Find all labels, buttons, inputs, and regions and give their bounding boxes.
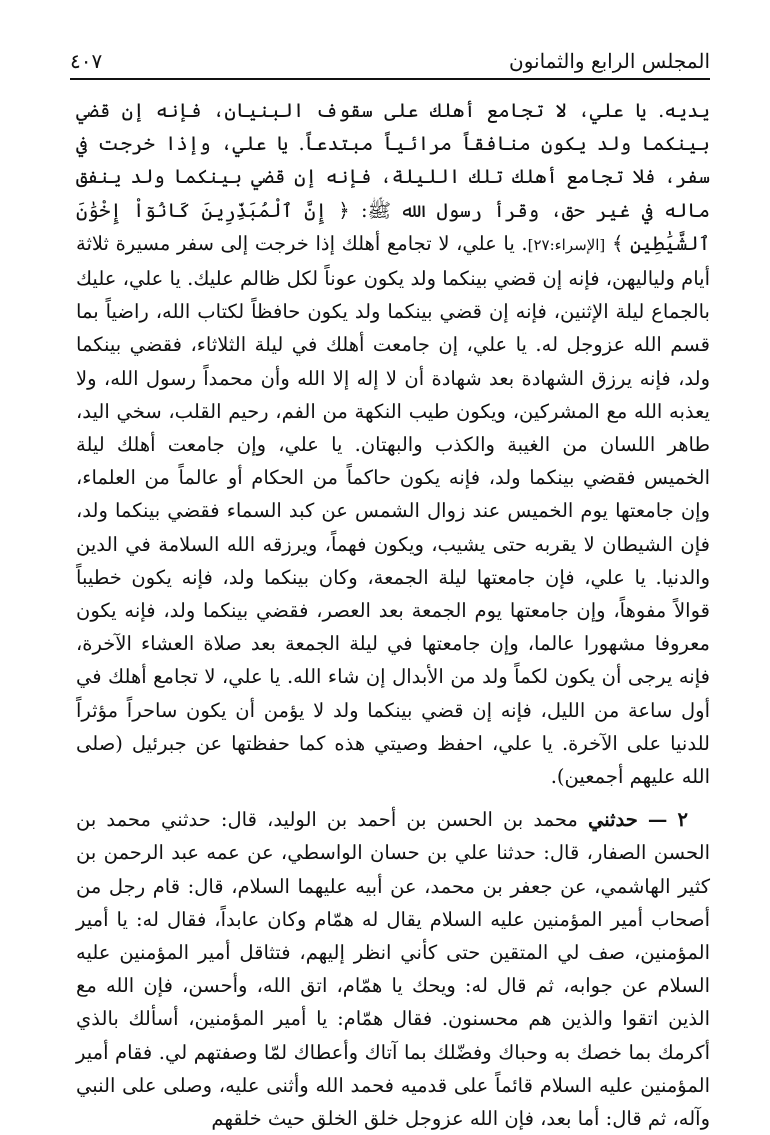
chapter-title: المجلس الرابع والثمانون	[509, 49, 710, 73]
verse-citation: [الإسراء:٢٧]	[527, 235, 606, 254]
paragraph-2: ٢ — حدثني محمد بن الحسن بن أحمد بن الوليد، قال: حدثني محمد بن الحسن الصفار، قال: حدثنا علي بن حسان الواسطي، عن عمه عبد الرحمن بن كثير الهاشمي، عن جعفر بن محمد، عن أبيه عليهما السلام، قال: قام رجل من أصحاب أمير المؤمنين عليه السلام يقال له همّام وكان عابداً، فقال له: يا أمير المؤمنين، صف لي المتقين حتى كأني انظر إليهم، فتثاقل أمير المؤمنين عليه السلام عن جوابه، ثم قال له: ويحك يا همّام، اتق الله، وأحسن، فإن الله مع الذين اتقوا والذين هم محسنون. فقال همّام: يا أمير المؤمنين، أسألك بالذي أكرمك بما خصك به وحباك وفضّلك بما آتاك وأعطاك لمّا وصفتهم لي. فقام أمير المؤمنين عليه السلام قائماً على قدميه فحمد الله وأثنى عليه، وصلى على النبي وآله، ثم قال: أما بعد، فإن الله عزوجل خلق الخلق حيث خلقهم	[76, 808, 710, 1131]
running-header	[70, 44, 710, 80]
page-body	[76, 94, 710, 1135]
paragraph-1-text-a: يديه. يا علي، لا تجامع أهلك على سقوف البنيان، فإنه إن قضي بينكما ولد يكون منافقاً مرائياً مبتدعاً. يا علي، وإذا خرجت في سفر، فلا تجامع أهلك تلك الليلة، فإنه إن قضي بينكما ولد ينفق ماله في غير حق، وقرأ رسول الله ﷺ:	[76, 99, 711, 222]
page-number: ٤٠٧	[70, 49, 103, 73]
hadith-number: ٢	[677, 808, 688, 832]
quran-verse: ﴿ إِنَّ ٱلْمُبَذِّرِينَ كَانُوٓاْ إِخْوَٰنَ ٱلشَّيَٰطِينِ ﴾	[76, 198, 710, 255]
paragraph-1-text-b: . يا علي، لا تجامع أهلك إذا خرجت إلى سفر مسيرة ثلاثة أيام ولياليهن، فإنه إن قضي بينكما ولد يكون عوناً لكل ظالم عليك. يا علي، عليك بالجماع ليلة الإثنين، فإنه إن قضي بينكما ولد يكون حافظاً لكتاب الله، راضياً بما قسم الله عزوجل له. يا علي، إن جامعت أهلك في ليلة الثلاثاء، فقضي بينكما ولد، فإنه يرزق الشهادة بعد شهادة أن لا إله إلا الله وأن محمداً رسول الله، ولا يعذبه الله مع المشركين، ويكون طيب النكهة من الفم، رحيم القلب، سخي اليد، طاهر اللسان من الغيبة والكذب والبهتان. يا علي، وإن جامعت أهلك ليلة الخميس فقضي بينكما ولد، فإنه يكون حاكماً من الحكام أو عالماً من العلماء، وإن جامعتها يوم الخميس عند زوال الشمس عن كبد السماء فقضي بينكما ولد، فإن الشيطان لا يقربه حتى يشيب، ويكون فهماً، ويرزقه الله السلامة في الدين والدنيا. يا علي، فإن جامعتها ليلة الجمعة، وكان بينكما ولد، فإنه يكون خطيباً قوالاً مفوهاً، وإن جامعتها يوم الجمعة بعد العصر، فقضي بينكما ولد، فإنه يكون معروفا مشهورا عالما، وإن جامعتها في ليلة الجمعة بعد صلاة العشاء الآخرة، فإنه يرجى أن يكون لكماً ولد من الأبدال إن شاء الله. يا علي، لا تجامع أهلك في أول ساعة من الليل، فإنه إن قضي بينكما ولد لا يؤمن أن يكون ساحراً مؤثراً للدنيا على الآخرة. يا علي، احفظ وصيتي هذه كما حفظتها عن جبرئيل (صلى الله عليهم أجمعين).	[76, 231, 710, 789]
narration-lead: حدثني	[587, 808, 638, 832]
paragraph-1	[76, 94, 710, 793]
paragraph-2-text: محمد بن الحسن بن أحمد بن الوليد، قال: حدثني محمد بن الحسن الصفار، قال: حدثنا علي بن حسان الواسطي، عن عمه عبد الرحمن بن كثير الهاشمي، عن جعفر بن محمد، عن أبيه عليهما السلام، قال: قام رجل من أصحاب أمير المؤمنين عليه السلام يقال له همّام وكان عابداً، فقال له: يا أمير المؤمنين، صف لي المتقين حتى كأني انظر إليهم، فتثاقل أمير المؤمنين عليه السلام عن جوابه، ثم قال له: ويحك يا همّام، اتق الله، وأحسن، فإن الله مع الذين اتقوا والذين هم محسنون. فقال همّام: يا أمير المؤمنين، أسألك بالذي أكرمك بما خصك به وحباك وفضّلك بما آتاك وأعطاك لمّا وصفتهم لي. فقام أمير المؤمنين عليه السلام قائماً على قدميه فحمد الله وأثنى عليه، وصلى على النبي وآله، ثم قال: أما بعد، فإن الله عزوجل خلق الخلق حيث خلقهم	[76, 808, 710, 1131]
